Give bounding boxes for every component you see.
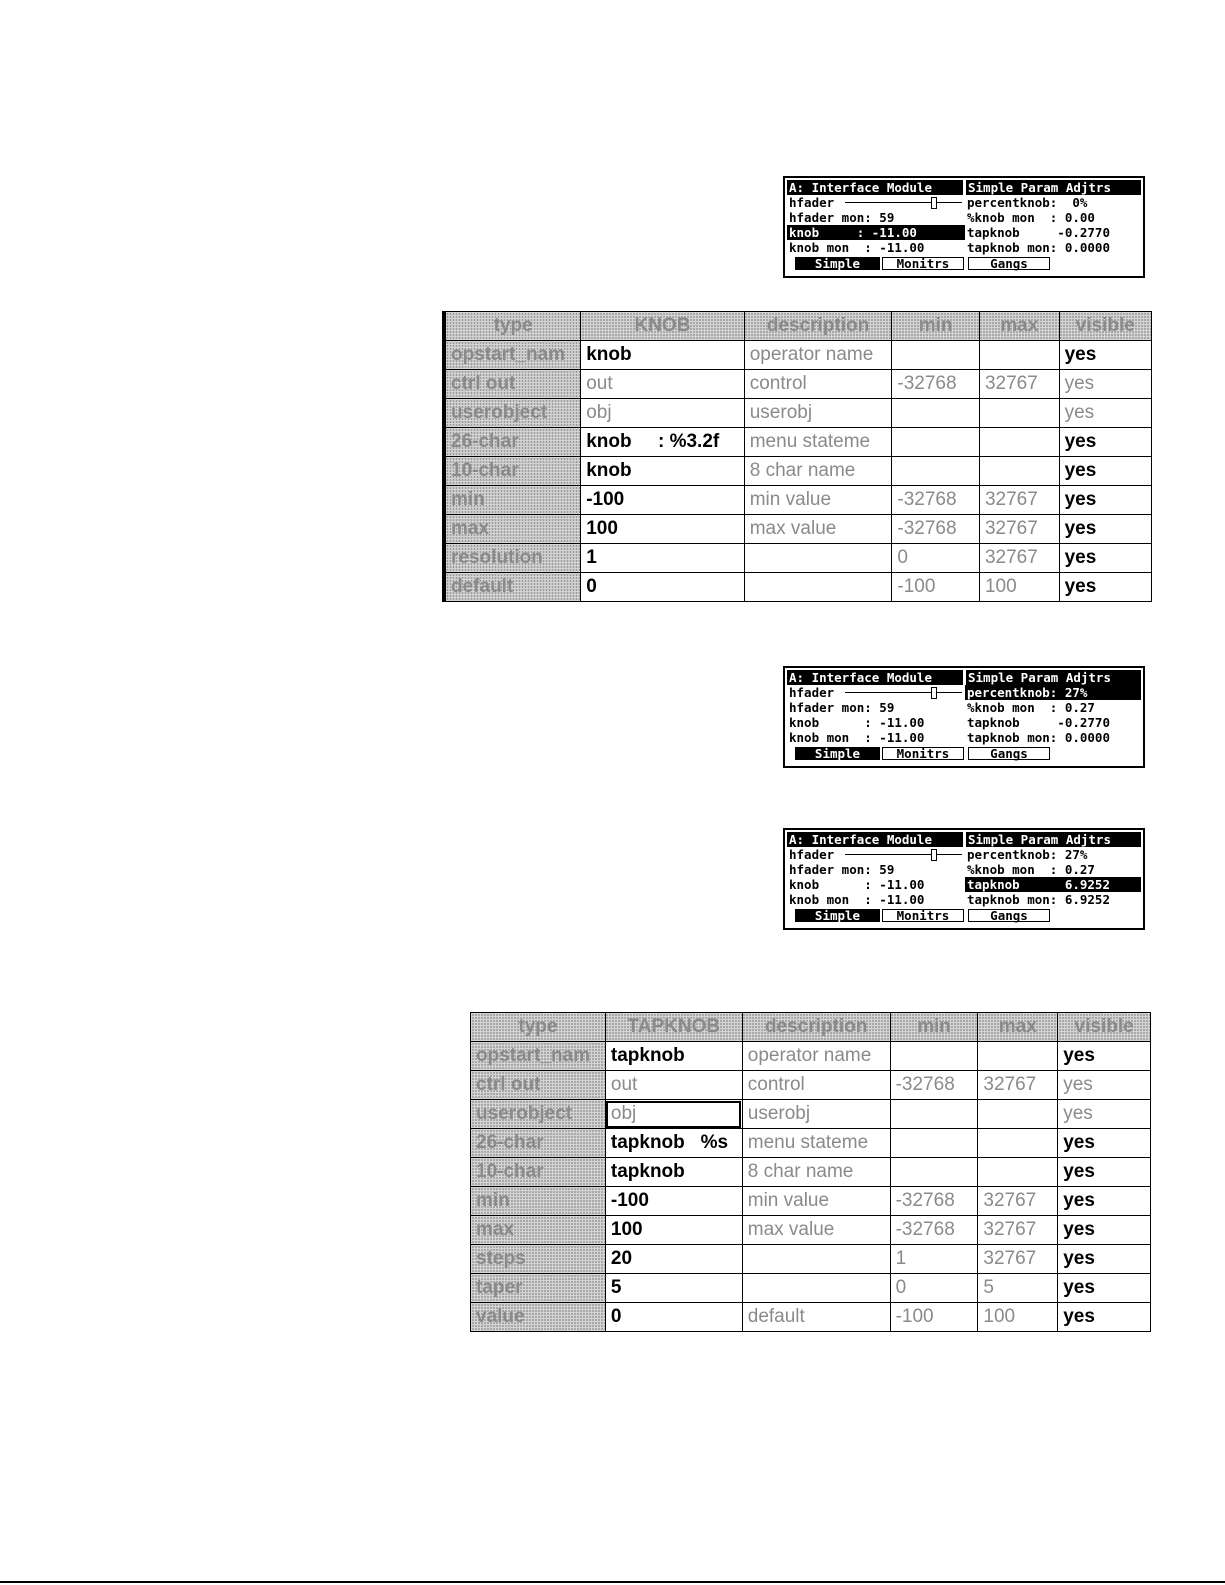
page-bottom-rule — [0, 1581, 1225, 1583]
column-header-max: max — [978, 1013, 1058, 1042]
knob-mon-row[interactable]: knob mon : -11.00 — [789, 730, 925, 745]
visible-cell[interactable]: yes — [1059, 370, 1151, 399]
tapknob-param-table — [470, 1012, 1151, 1332]
description-cell: min value — [744, 486, 892, 515]
max-cell[interactable]: 100 — [979, 573, 1059, 602]
hfader-thumb[interactable] — [931, 197, 937, 209]
table-row — [444, 544, 1152, 573]
hfader-mon-row[interactable]: hfader mon: 59 — [789, 700, 895, 715]
tab-monitrs[interactable]: Monitrs — [882, 747, 964, 760]
tab-gangs[interactable]: Gangs — [968, 747, 1050, 760]
type-cell: default — [444, 573, 581, 602]
table-header-row — [471, 1013, 1151, 1042]
max-cell[interactable]: 32767 — [978, 1187, 1058, 1216]
visible-cell[interactable]: yes — [1059, 573, 1151, 602]
type-cell: 10-char — [471, 1158, 606, 1187]
type-cell: 26-char — [444, 428, 581, 457]
description-cell: min value — [742, 1187, 890, 1216]
lcd-title-left: A: Interface Module — [787, 670, 963, 685]
hfader-thumb[interactable] — [931, 687, 937, 699]
max-cell[interactable] — [979, 457, 1059, 486]
lcd-screen-2 — [783, 666, 1145, 768]
type-cell: steps — [471, 1245, 606, 1274]
max-cell[interactable]: 32767 — [978, 1216, 1058, 1245]
column-header-max: max — [979, 312, 1059, 341]
min-cell[interactable] — [890, 1158, 978, 1187]
max-cell[interactable]: 32767 — [979, 544, 1059, 573]
column-header-description: description — [744, 312, 892, 341]
type-cell: min — [444, 486, 581, 515]
type-cell: resolution — [444, 544, 581, 573]
type-cell: 26-char — [471, 1129, 606, 1158]
value-cell[interactable]: 20 — [605, 1245, 742, 1274]
lcd-title-right: Simple Param Adjtrs — [966, 670, 1141, 685]
type-cell: min — [471, 1187, 606, 1216]
column-header-min: min — [892, 312, 980, 341]
min-cell[interactable]: -32768 — [890, 1216, 978, 1245]
visible-cell[interactable]: yes — [1058, 1071, 1151, 1100]
value-cell[interactable]: 100 — [605, 1216, 742, 1245]
hfader-row[interactable]: hfader — [787, 847, 965, 862]
type-cell: ctrl out — [444, 370, 581, 399]
value-cell[interactable]: out — [581, 370, 745, 399]
value-cell[interactable]: -100 — [605, 1187, 742, 1216]
description-cell: max value — [744, 515, 892, 544]
visible-cell[interactable]: yes — [1059, 486, 1151, 515]
min-cell[interactable] — [892, 457, 980, 486]
type-cell: 10-char — [444, 457, 581, 486]
table-row — [471, 1158, 1151, 1187]
hfader-track — [845, 854, 962, 855]
description-cell: max value — [742, 1216, 890, 1245]
hfader-row[interactable]: hfader — [787, 685, 965, 700]
description-cell — [744, 544, 892, 573]
min-cell[interactable]: -32768 — [892, 486, 980, 515]
min-cell[interactable]: -100 — [890, 1303, 978, 1332]
lcd-screen-3 — [783, 828, 1145, 930]
description-cell: operator name — [742, 1042, 890, 1071]
max-cell[interactable]: 32767 — [979, 515, 1059, 544]
table-header-row — [444, 312, 1152, 341]
knob-row[interactable]: knob : -11.00 — [787, 225, 965, 240]
max-cell[interactable] — [978, 1158, 1058, 1187]
hfader-row[interactable]: hfader — [787, 195, 965, 210]
tab-simple[interactable]: Simple — [795, 257, 880, 270]
min-cell[interactable]: 1 — [890, 1245, 978, 1274]
visible-cell[interactable]: yes — [1058, 1303, 1151, 1332]
tab-simple[interactable]: Simple — [795, 909, 880, 922]
max-cell[interactable]: 32767 — [979, 486, 1059, 515]
visible-cell[interactable]: yes — [1059, 399, 1151, 428]
value-cell[interactable]: tapknob %s — [605, 1129, 742, 1158]
value-cell[interactable]: out — [605, 1071, 742, 1100]
tab-gangs[interactable]: Gangs — [968, 909, 1050, 922]
visible-cell[interactable]: yes — [1058, 1042, 1151, 1071]
table-row — [471, 1071, 1151, 1100]
min-cell[interactable] — [892, 428, 980, 457]
table-row — [471, 1042, 1151, 1071]
tab-simple[interactable]: Simple — [795, 747, 880, 760]
table-row — [444, 370, 1152, 399]
table-row — [444, 341, 1152, 370]
min-cell[interactable]: 0 — [890, 1274, 978, 1303]
percentknob-mon-row[interactable]: %knob mon : 0.27 — [967, 700, 1095, 715]
knob-row[interactable]: knob : -11.00 — [789, 877, 925, 892]
column-header-min: min — [890, 1013, 978, 1042]
max-cell[interactable]: 100 — [978, 1303, 1058, 1332]
max-cell[interactable] — [978, 1100, 1058, 1129]
visible-cell[interactable]: yes — [1058, 1274, 1151, 1303]
percentknob-mon-row[interactable]: %knob mon : 0.27 — [967, 862, 1095, 877]
knob-mon-row[interactable]: knob mon : -11.00 — [789, 240, 925, 255]
value-cell[interactable]: knob : %3.2f — [581, 428, 745, 457]
min-cell[interactable] — [892, 399, 980, 428]
type-cell: ctrl out — [471, 1071, 606, 1100]
table-row — [444, 515, 1152, 544]
value-cell[interactable]: 0 — [605, 1303, 742, 1332]
hfader-thumb[interactable] — [931, 849, 937, 861]
hfader-track — [845, 202, 962, 203]
type-cell: userobject — [444, 399, 581, 428]
lcd-title-right: Simple Param Adjtrs — [966, 180, 1141, 195]
hfader-mon-row[interactable]: hfader mon: 59 — [789, 210, 895, 225]
visible-cell[interactable]: yes — [1058, 1216, 1151, 1245]
percentknob-row[interactable]: percentknob: 27% — [965, 685, 1141, 700]
min-cell[interactable] — [892, 341, 980, 370]
min-cell[interactable]: -32768 — [890, 1071, 978, 1100]
table-row — [444, 486, 1152, 515]
hfader-mon-row[interactable]: hfader mon: 59 — [789, 862, 895, 877]
type-cell: opstart_nam — [471, 1042, 606, 1071]
min-cell[interactable]: -100 — [892, 573, 980, 602]
tapknob-row[interactable]: tapknob -0.2770 — [967, 715, 1110, 730]
description-cell: userobj — [742, 1100, 890, 1129]
description-cell: userobj — [744, 399, 892, 428]
type-cell: taper — [471, 1274, 606, 1303]
max-cell[interactable]: 5 — [978, 1274, 1058, 1303]
value-cell[interactable]: 100 — [581, 515, 745, 544]
percentknob-row[interactable]: percentknob: 27% — [967, 847, 1088, 862]
description-cell: default — [742, 1303, 890, 1332]
description-cell — [742, 1245, 890, 1274]
min-cell[interactable] — [890, 1042, 978, 1071]
column-header-tapknob: TAPKNOB — [605, 1013, 742, 1042]
max-cell[interactable]: 32767 — [978, 1245, 1058, 1274]
type-cell: max — [471, 1216, 606, 1245]
column-header-knob: KNOB — [581, 312, 745, 341]
column-header-description: description — [742, 1013, 890, 1042]
description-cell: control — [744, 370, 892, 399]
tab-gangs[interactable]: Gangs — [968, 257, 1050, 270]
max-cell[interactable]: 32767 — [979, 370, 1059, 399]
percentknob-row[interactable]: percentknob: 0% — [967, 195, 1088, 210]
lcd-title-right: Simple Param Adjtrs — [966, 832, 1141, 847]
percentknob-mon-row[interactable]: %knob mon : 0.00 — [967, 210, 1095, 225]
value-cell[interactable]: obj — [581, 399, 745, 428]
table-row — [471, 1129, 1151, 1158]
type-cell: max — [444, 515, 581, 544]
visible-cell[interactable]: yes — [1059, 515, 1151, 544]
description-cell — [742, 1274, 890, 1303]
hfader-track — [845, 692, 962, 693]
value-cell[interactable]: -100 — [581, 486, 745, 515]
tab-monitrs[interactable]: Monitrs — [882, 909, 964, 922]
tapknob-mon-row[interactable]: tapknob mon: 6.9252 — [967, 892, 1110, 907]
value-cell[interactable]: 5 — [605, 1274, 742, 1303]
type-cell: userobject — [471, 1100, 606, 1129]
lcd-screen-1 — [783, 176, 1145, 278]
min-cell[interactable]: -32768 — [892, 370, 980, 399]
min-cell[interactable]: -32768 — [890, 1187, 978, 1216]
tapknob-row[interactable]: tapknob 6.9252 — [965, 877, 1141, 892]
description-cell: 8 char name — [742, 1158, 890, 1187]
visible-cell[interactable]: yes — [1059, 341, 1151, 370]
visible-cell[interactable]: yes — [1058, 1245, 1151, 1274]
visible-cell[interactable]: yes — [1059, 544, 1151, 573]
table-row — [471, 1216, 1151, 1245]
visible-cell[interactable]: yes — [1058, 1100, 1151, 1129]
visible-cell[interactable]: yes — [1058, 1158, 1151, 1187]
knob-param-table — [442, 311, 1152, 602]
visible-cell[interactable]: yes — [1059, 428, 1151, 457]
lcd-title-left: A: Interface Module — [787, 180, 963, 195]
value-cell-selected[interactable]: obj — [605, 1100, 742, 1129]
table-row — [444, 428, 1152, 457]
table-row — [444, 573, 1152, 602]
value-cell[interactable]: 0 — [581, 573, 745, 602]
max-cell[interactable] — [978, 1129, 1058, 1158]
description-cell: menu stateme — [744, 428, 892, 457]
min-cell[interactable] — [890, 1100, 978, 1129]
max-cell[interactable] — [978, 1042, 1058, 1071]
table-row — [471, 1245, 1151, 1274]
value-cell[interactable]: knob — [581, 341, 745, 370]
knob-mon-row[interactable]: knob mon : -11.00 — [789, 892, 925, 907]
description-cell — [744, 573, 892, 602]
visible-cell[interactable]: yes — [1059, 457, 1151, 486]
lcd-title-left: A: Interface Module — [787, 832, 963, 847]
description-cell: 8 char name — [744, 457, 892, 486]
tapknob-mon-row[interactable]: tapknob mon: 0.0000 — [967, 730, 1110, 745]
min-cell[interactable]: -32768 — [892, 515, 980, 544]
max-cell[interactable] — [979, 399, 1059, 428]
min-cell[interactable] — [890, 1129, 978, 1158]
tapknob-row[interactable]: tapknob -0.2770 — [967, 225, 1110, 240]
description-cell: menu stateme — [742, 1129, 890, 1158]
visible-cell[interactable]: yes — [1058, 1129, 1151, 1158]
table-row — [471, 1187, 1151, 1216]
table-row — [471, 1100, 1151, 1129]
table-row — [471, 1303, 1151, 1332]
value-cell[interactable]: tapknob — [605, 1042, 742, 1071]
value-cell[interactable]: tapknob — [605, 1158, 742, 1187]
description-cell: control — [742, 1071, 890, 1100]
tab-monitrs[interactable]: Monitrs — [882, 257, 964, 270]
table-row — [471, 1274, 1151, 1303]
description-cell: operator name — [744, 341, 892, 370]
value-cell[interactable]: knob — [581, 457, 745, 486]
type-cell: opstart_nam — [444, 341, 581, 370]
max-cell[interactable] — [979, 341, 1059, 370]
value-cell[interactable]: 1 — [581, 544, 745, 573]
table-row — [444, 457, 1152, 486]
min-cell[interactable]: 0 — [892, 544, 980, 573]
max-cell[interactable]: 32767 — [978, 1071, 1058, 1100]
tapknob-mon-row[interactable]: tapknob mon: 0.0000 — [967, 240, 1110, 255]
max-cell[interactable] — [979, 428, 1059, 457]
column-header-type: type — [444, 312, 581, 341]
table-row — [444, 399, 1152, 428]
column-header-type: type — [471, 1013, 606, 1042]
column-header-visible: visible — [1059, 312, 1151, 341]
visible-cell[interactable]: yes — [1058, 1187, 1151, 1216]
knob-row[interactable]: knob : -11.00 — [789, 715, 925, 730]
type-cell: value — [471, 1303, 606, 1332]
column-header-visible: visible — [1058, 1013, 1151, 1042]
